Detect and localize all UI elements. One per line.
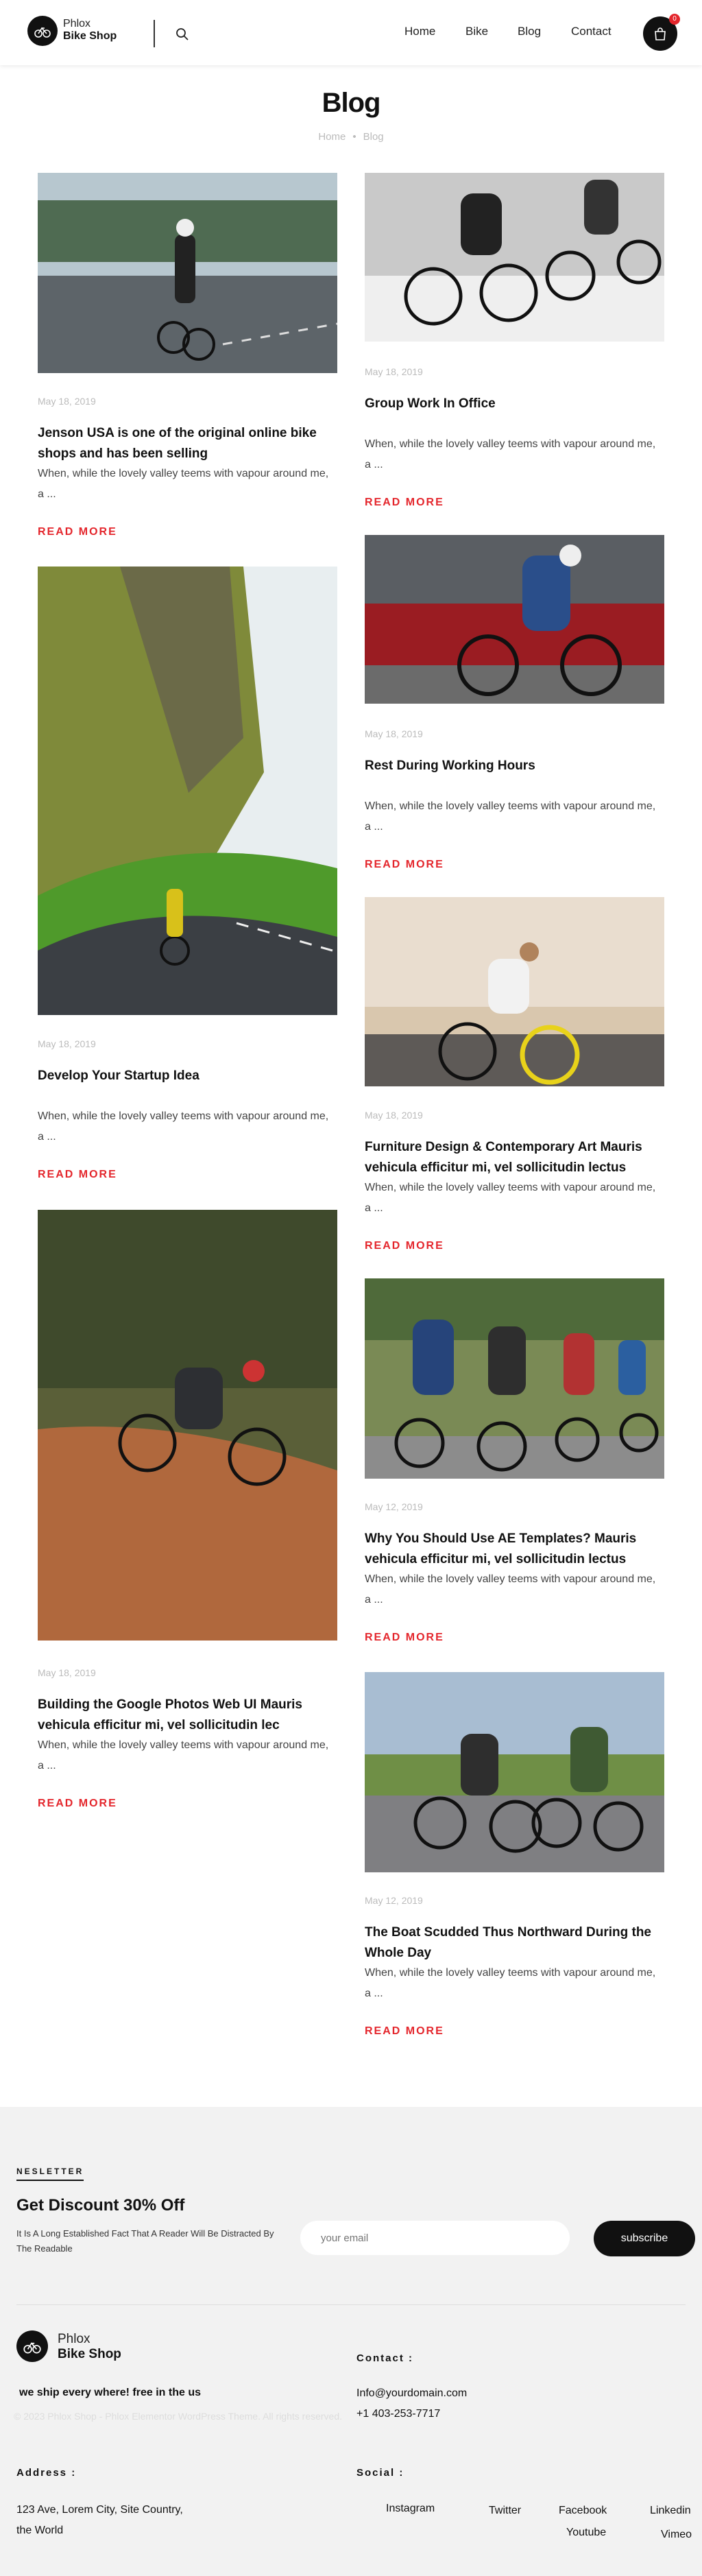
- newsletter-email-input[interactable]: [300, 2221, 570, 2255]
- contact-email[interactable]: Info@yourdomain.com: [356, 2387, 468, 2399]
- read-more-link[interactable]: READ MORE: [365, 2025, 444, 2037]
- read-more-link[interactable]: READ MORE: [38, 1169, 117, 1180]
- post-card: [38, 567, 337, 1184]
- shipping-note: we ship every where! free in the us: [19, 2387, 201, 2398]
- logo-line2: Bike Shop: [63, 30, 117, 42]
- mountain-bike-photo: [38, 1210, 337, 1641]
- logo-line1: Phlox: [63, 18, 91, 29]
- breadcrumb-home[interactable]: Home: [318, 131, 346, 143]
- post-card: [38, 173, 337, 550]
- social-twitter[interactable]: Twitter: [489, 2505, 522, 2516]
- post-excerpt: When, while the lovely valley teems with vapour around me, a ...: [365, 438, 656, 470]
- footer-logo-line2: Bike Shop: [58, 2347, 121, 2361]
- post-image[interactable]: [365, 1278, 664, 1479]
- read-more-link[interactable]: READ MORE: [365, 497, 444, 508]
- address-line1: 123 Ave, Lorem City, Site Country,: [16, 2504, 183, 2516]
- post-excerpt: When, while the lovely valley teems with vapour around me, a ...: [365, 1182, 656, 1214]
- page-title: Blog: [322, 88, 380, 118]
- read-more-link[interactable]: READ MORE: [365, 1632, 444, 1643]
- post-card: [365, 173, 664, 516]
- contact-phone[interactable]: +1 403-253-7717: [356, 2408, 441, 2420]
- group-cyclists-photo: [365, 173, 664, 342]
- newsletter-heading: Get Discount 30% Off: [16, 2196, 185, 2215]
- post-image[interactable]: [365, 535, 664, 704]
- post-date: May 12, 2019: [365, 1895, 423, 1906]
- cyclist-road-photo: [38, 173, 337, 373]
- post-date: May 18, 2019: [38, 1038, 96, 1049]
- footer-logo-bike-icon[interactable]: [16, 2330, 48, 2362]
- read-more-link[interactable]: READ MORE: [365, 1240, 444, 1252]
- post-image[interactable]: [38, 1210, 337, 1641]
- post-excerpt: When, while the lovely valley teems with vapour around me, a ...: [38, 468, 329, 500]
- contact-heading: Contact :: [356, 2352, 413, 2364]
- social-linkedin[interactable]: Linkedin: [650, 2505, 691, 2516]
- subscribe-button[interactable]: subscribe: [594, 2221, 695, 2256]
- newsletter-label: NESLETTER: [16, 2167, 84, 2176]
- nav-contact[interactable]: Contact: [571, 25, 612, 38]
- post-title[interactable]: Rest During Working Hours: [365, 759, 535, 773]
- post-date: May 18, 2019: [365, 1110, 423, 1121]
- header-divider: [154, 20, 155, 47]
- post-excerpt: When, while the lovely valley teems with vapour around me, a ...: [365, 1967, 656, 1999]
- post-excerpt: When, while the lovely valley teems with vapour around me, a ...: [365, 800, 656, 833]
- newsletter-underline: [16, 2180, 84, 2181]
- footer-logo[interactable]: [58, 2332, 121, 2362]
- post-date: May 18, 2019: [365, 728, 423, 739]
- post-image[interactable]: [38, 567, 337, 1015]
- peloton-photo: [365, 1278, 664, 1479]
- read-more-link[interactable]: READ MORE: [365, 859, 444, 870]
- track-cyclist-photo: [365, 897, 664, 1086]
- site-header: [0, 0, 702, 65]
- post-image[interactable]: [38, 173, 337, 373]
- copyright: © 2023 Phlox Shop - Phlox Elementor WordPress Theme. All rights reserved.: [14, 2411, 343, 2422]
- search-icon[interactable]: [176, 27, 189, 41]
- post-date: May 18, 2019: [38, 1667, 96, 1678]
- post-title[interactable]: Why You Should Use AE Templates? Mauris vehicula efficitur mi, vel sollicitudin lectus: [365, 1531, 637, 1566]
- breadcrumb-current: Blog: [363, 131, 384, 143]
- post-title[interactable]: Jenson USA is one of the original online bike shops and has been selling: [38, 426, 317, 461]
- social-facebook[interactable]: Facebook: [559, 2505, 607, 2516]
- address-heading: Address :: [16, 2467, 77, 2479]
- newsletter-subtext: It Is A Long Established Fact That A Reader Will Be Distracted By The Readable: [16, 2228, 274, 2254]
- social-youtube[interactable]: Youtube: [566, 2527, 607, 2538]
- post-date: May 18, 2019: [38, 396, 96, 407]
- read-more-link[interactable]: READ MORE: [38, 1798, 117, 1809]
- post-card: [365, 897, 664, 1267]
- post-card: [365, 1278, 664, 1649]
- logo-bike-icon[interactable]: [27, 16, 58, 46]
- post-date: May 18, 2019: [365, 366, 423, 377]
- breadcrumb: [0, 131, 702, 143]
- post-card: [365, 1672, 664, 2042]
- post-title[interactable]: Develop Your Startup Idea: [38, 1069, 199, 1083]
- cart-icon: [653, 26, 668, 41]
- footer-logo-line1: Phlox: [58, 2332, 90, 2346]
- nav-home[interactable]: Home: [404, 25, 436, 38]
- post-card: [365, 535, 664, 878]
- post-image[interactable]: [365, 1672, 664, 1872]
- post-title[interactable]: Group Work In Office: [365, 396, 496, 411]
- breadcrumb-separator: •: [352, 131, 356, 143]
- race-cyclists-photo: [365, 1672, 664, 1872]
- social-instagram[interactable]: Instagram: [386, 2503, 435, 2514]
- post-image[interactable]: [365, 173, 664, 342]
- social-vimeo[interactable]: Vimeo: [661, 2529, 692, 2540]
- address-line2: the World: [16, 2525, 64, 2536]
- post-excerpt: When, while the lovely valley teems with vapour around me, a ...: [38, 1739, 329, 1772]
- social-heading: Social :: [356, 2467, 404, 2479]
- post-excerpt: When, while the lovely valley teems with vapour around me, a ...: [365, 1573, 656, 1606]
- cyclist-bus-photo: [365, 535, 664, 704]
- nav-blog[interactable]: Blog: [518, 25, 542, 38]
- post-card: [38, 1210, 337, 1827]
- footer-divider: [16, 2304, 686, 2305]
- post-title[interactable]: Building the Google Photos Web UI Mauris vehicula efficitur mi, vel sollicitudin lec: [38, 1697, 302, 1732]
- post-date: May 12, 2019: [365, 1501, 423, 1512]
- post-excerpt: When, while the lovely valley teems with vapour around me, a ...: [38, 1110, 329, 1143]
- post-title[interactable]: Furniture Design & Contemporary Art Mauris vehicula efficitur mi, vel sollicitudin lectus: [365, 1140, 642, 1175]
- cart-count-badge: 0: [669, 14, 680, 25]
- post-title[interactable]: The Boat Scudded Thus Northward During the Whole Day: [365, 1925, 651, 1960]
- nav-bike[interactable]: Bike: [465, 25, 489, 38]
- mountain-road-photo: [38, 567, 337, 1015]
- site-logo[interactable]: [63, 18, 117, 43]
- read-more-link[interactable]: READ MORE: [38, 526, 117, 538]
- post-image[interactable]: [365, 897, 664, 1086]
